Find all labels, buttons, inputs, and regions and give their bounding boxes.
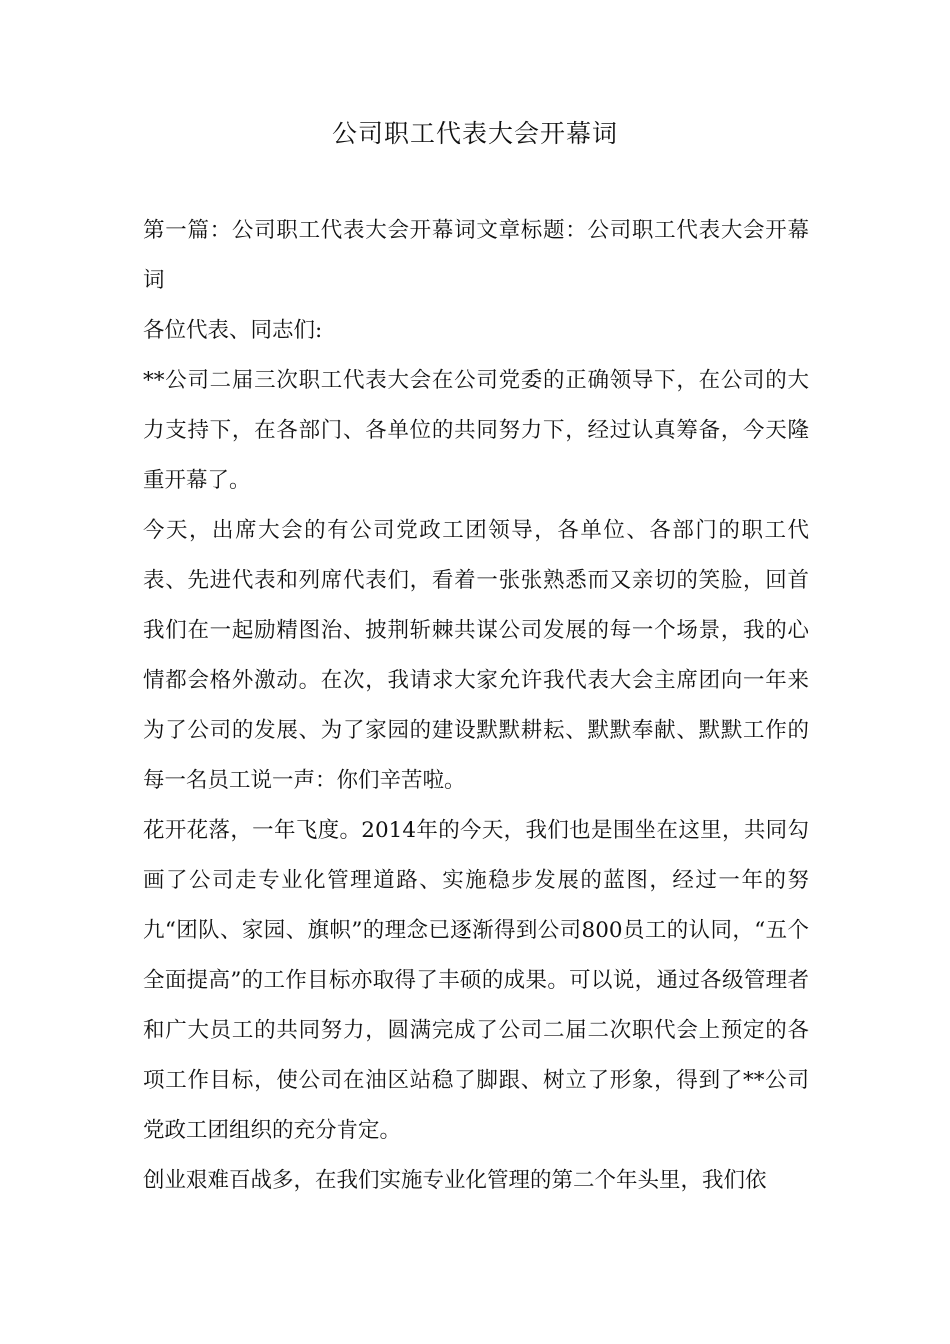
paragraph-heading: 第一篇：公司职工代表大会开幕词文章标题：公司职工代表大会开幕词 [143,218,809,293]
document-title: 公司职工代表大会开幕词 [331,119,618,148]
paragraph-opening: **公司二届三次职工代表大会在公司党委的正确领导下，在公司的大力支持下，在各部门、各单位的共同努力下，经过认真筹备，今天隆重开幕了。 [143,368,809,493]
paragraph-continuation: 创业艰难百战多，在我们实施专业化管理的第二个年头里，我们依 [143,1168,767,1193]
paragraph-review: 花开花落，一年飞度。2014年的今天，我们也是围坐在这里，共同勾画了公司走专业化管理道路、实施稳步发展的蓝图，经过一年的努九“团队、家园、旗帜”的理念已逐渐得到公司800员工的认同，“五个全面提高”的工作目标亦取得了丰硕的成果。可以说，通过各级管理者和广大员工的共同努力，圆满完成了公司二届二次职代会上预定的各项工作目标，使公司在油区站稳了脚跟、树立了形象，得到了**公司党政工团组织的充分肯定。 [143,818,809,1143]
document-body [143,206,809,1206]
paragraph-salutation: 各位代表、同志们: [143,318,323,343]
paragraph-attendees: 今天，出席大会的有公司党政工团领导，各单位、各部门的职工代表、先进代表和列席代表们，看着一张张熟悉而又亲切的笑脸，回首我们在一起励精图治、披荆斩棘共谋公司发展的每一个场景，我的心情都会格外激动。在次，我请求大家允许我代表大会主席团向一年来为了公司的发展、为了家园的建设默默耕耘、默默奉献、默默工作的每一名员工说一声：你们辛苦啦。 [143,518,809,793]
